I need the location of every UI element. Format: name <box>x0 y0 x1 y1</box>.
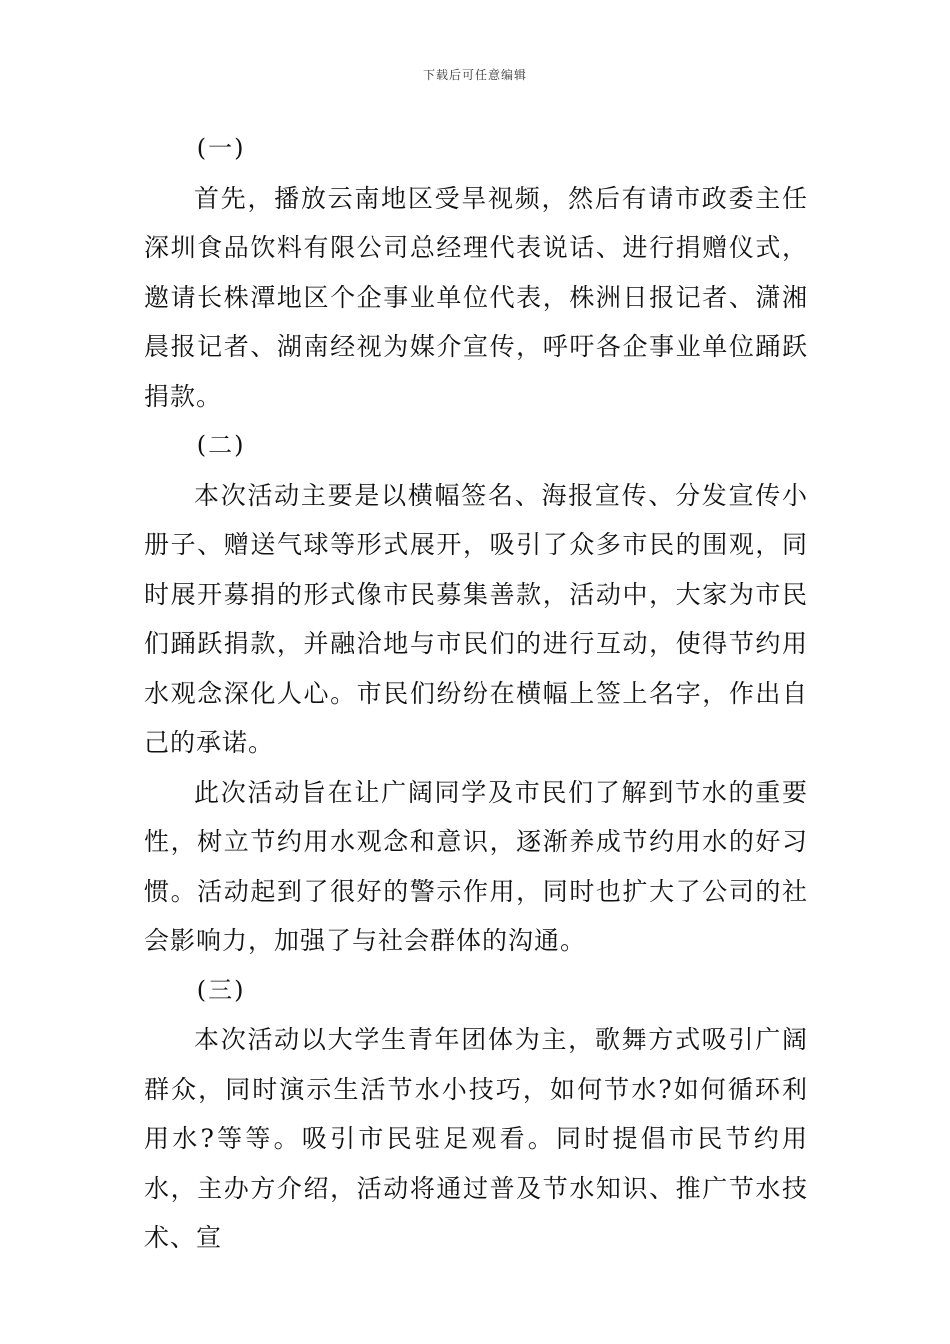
paragraph: 本次活动主要是以横幅签名、海报宣传、分发宣传小册子、赠送气球等形式展开，吸引了众多市民的围观，同时展开募捐的形式像市民募集善款，活动中，大家为市民们踊跃捐款，并融洽地与市民们的进行互动，使得节约用水观念深化人心。市民们纷纷在横幅上签上名字，作出自己的承诺。 <box>144 480 808 757</box>
section-heading: (一) <box>196 134 246 162</box>
paragraph: 本次活动以大学生青年团体为主，歌舞方式吸引广阔群众，同时演示生活节水小技巧，如何节水?如何循环利用水?等等。吸引市民驻足观看。同时提倡市民节约用水，主办方介绍，活动将通过普及节水知识、推广节水技术、宣 <box>144 1025 808 1252</box>
section-2 <box>144 421 808 966</box>
section-1 <box>144 124 808 421</box>
paragraph: 首先，播放云南地区受旱视频，然后有请市政委主任深圳食品饮料有限公司总经理代表说话、进行捐赠仪式，邀请长株潭地区个企事业单位代表，株洲日报记者、潇湘晨报记者、湖南经视为媒介宣传，呼吁各企事业单位踊跃捐款。 <box>144 183 808 411</box>
section-heading: (二) <box>196 431 246 459</box>
section-3 <box>144 966 808 1263</box>
paragraph: 此次活动旨在让广阔同学及市民们了解到节水的重要性，树立节约用水观念和意识，逐渐养成节约用水的好习惯。活动起到了很好的警示作用，同时也扩大了公司的社会影响力，加强了与社会群体的沟通。 <box>144 777 808 955</box>
section-heading: (三) <box>196 975 246 1004</box>
document-body <box>144 124 808 1263</box>
page-header: 下载后可任意编辑 <box>422 68 527 82</box>
